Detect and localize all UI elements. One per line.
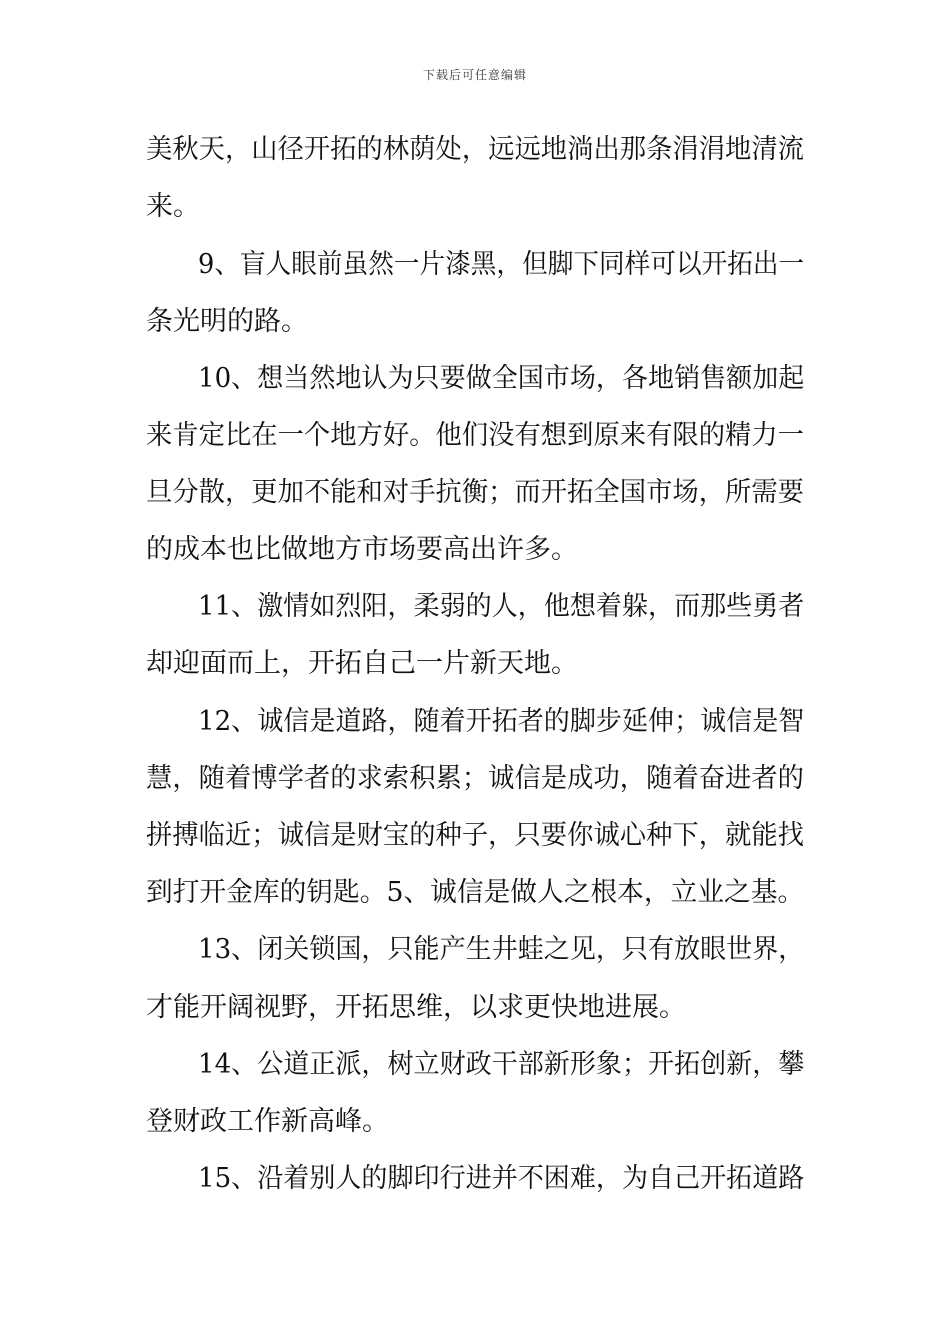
text-line: 拼搏临近；诚信是财宝的种子，只要你诚心种下，就能找 [146, 820, 804, 851]
text-line: 美秋天，山径开拓的林荫处，远远地淌出那条涓涓地清流 [146, 134, 804, 165]
page-header: 下载后可任意编辑 [422, 68, 527, 82]
text-line: 的成本也比做地方市场要高出许多。 [146, 534, 578, 565]
text-line: 条光明的路。 [146, 306, 308, 337]
text-line: 来肯定比在一个地方好。他们没有想到原来有限的精力一 [146, 420, 804, 451]
text-line: 14、公道正派，树立财政干部新形象；开拓创新，攀 [198, 1049, 805, 1080]
text-line: 13、闭关锁国，只能产生井蛙之见，只有放眼世界， [198, 934, 805, 965]
text-line: 到打开金库的钥匙。5、诚信是做人之根本，立业之基。 [146, 877, 805, 908]
text-line: 慧，随着博学者的求索积累；诚信是成功，随着奋进者的 [146, 763, 804, 794]
text-line: 10、想当然地认为只要做全国市场，各地销售额加起 [198, 363, 805, 394]
text-line: 12、诚信是道路，随着开拓者的脚步延伸；诚信是智 [198, 706, 805, 737]
text-line: 11、激情如烈阳，柔弱的人，他想着躲，而那些勇者 [198, 591, 805, 622]
text-line: 来。 [146, 191, 200, 222]
text-line: 9、盲人眼前虽然一片漆黑，但脚下同样可以开拓出一 [198, 249, 805, 280]
text-line: 却迎面而上，开拓自己一片新天地。 [146, 648, 578, 679]
text-line: 才能开阔视野，开拓思维，以求更快地进展。 [146, 992, 686, 1023]
text-line: 旦分散，更加不能和对手抗衡；而开拓全国市场，所需要 [146, 477, 804, 508]
text-line: 登财政工作新高峰。 [146, 1106, 389, 1137]
text-line: 15、沿着别人的脚印行进并不困难，为自己开拓道路 [198, 1163, 805, 1194]
